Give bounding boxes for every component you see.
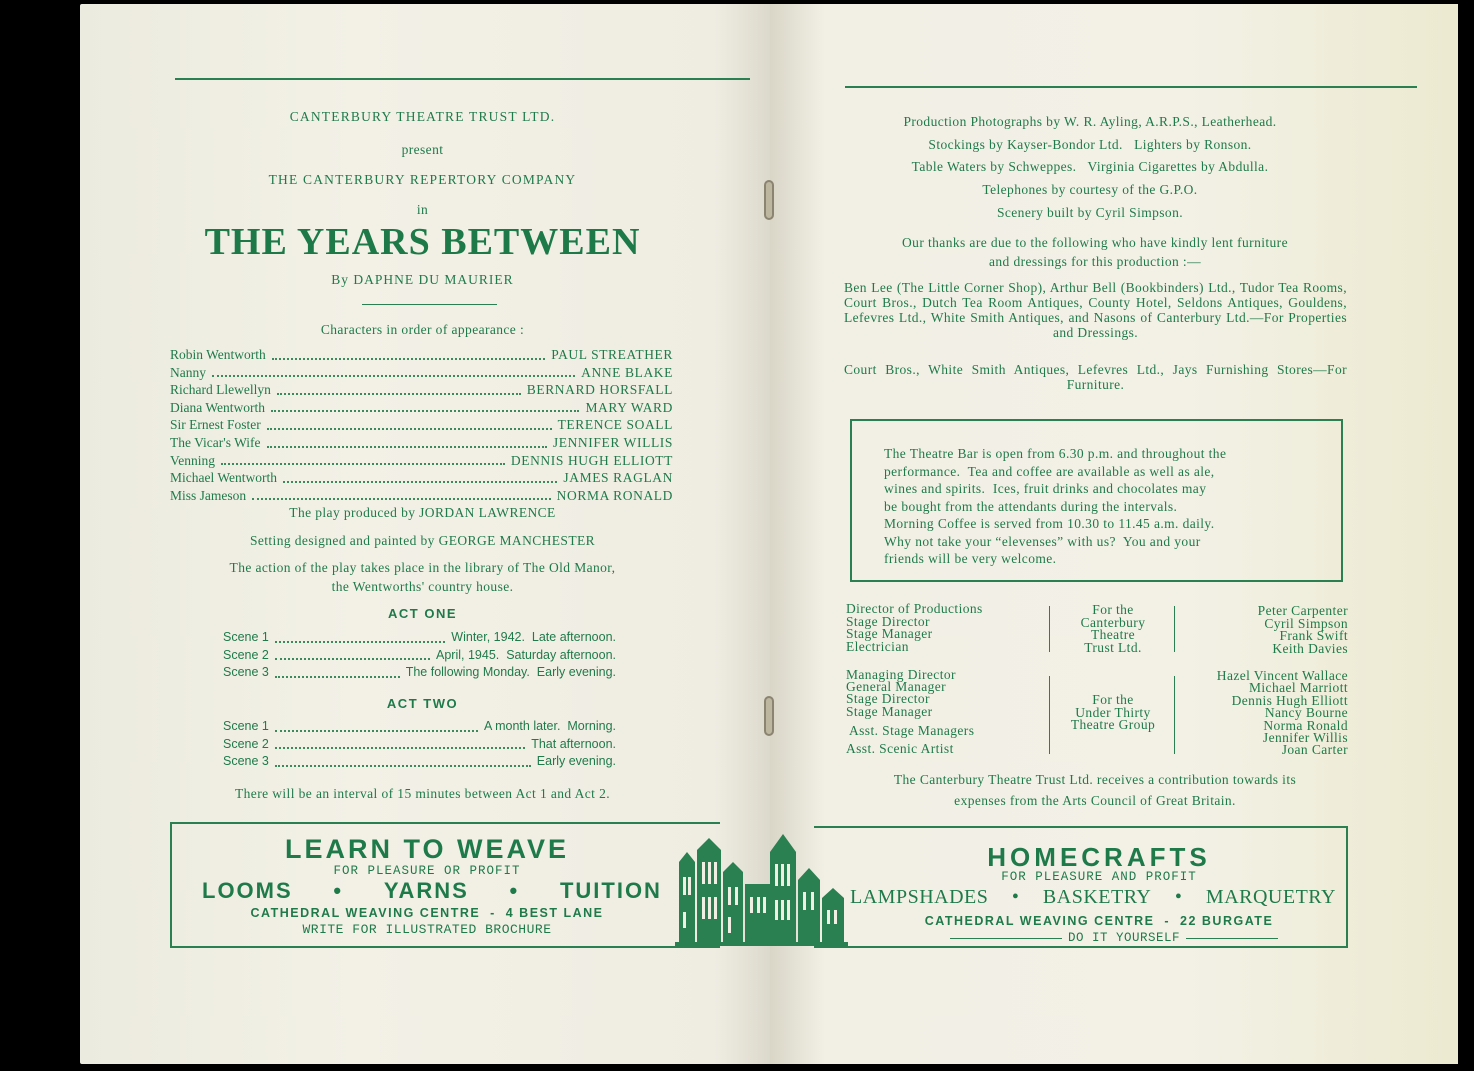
lenders-furniture: Court Bros., White Smith Antiques, Lefevres Ltd., Jays Furnishing Stores—For Furniture.	[844, 362, 1347, 392]
company: THE CANTERBURY REPERTORY COMPANY	[268, 172, 577, 187]
staff-name: Hazel Vincent Wallace	[1216, 668, 1348, 683]
bar-line: wines and spirits. Ices, fruit drinks and chocolates may	[884, 481, 1207, 496]
ad-address: CATHEDRAL WEAVING CENTRE - 22 BURGATE	[924, 914, 1274, 928]
ad-footer: WRITE FOR ILLUSTRATED BROCHURE	[302, 922, 552, 937]
ad-address: CATHEDRAL WEAVING CENTRE - 4 BEST LANE	[250, 906, 604, 920]
footer-rule-right	[1186, 938, 1278, 939]
ad-subheading: FOR PLEASURE OR PROFIT	[333, 864, 521, 878]
scene-label: Scene 2	[223, 647, 269, 662]
author: By DAPHNE DU MAURIER	[331, 272, 514, 287]
staff-name: Joan Carter	[1281, 742, 1348, 758]
produced-by: The play produced by JORDAN LAWRENCE	[289, 505, 556, 520]
staff-org: Trust Ltd.	[1084, 639, 1142, 655]
scene-desc: Early evening.	[536, 754, 616, 768]
theatre-bar-notice	[850, 419, 1343, 582]
staff-org: Theatre	[1090, 627, 1136, 642]
ad-footer: DO IT YOURSELF	[1067, 931, 1181, 945]
scene-row	[223, 664, 616, 682]
ad-item-tuition: TUITION	[559, 878, 662, 903]
credit-line: Telephones by courtesy of the G.P.O.	[982, 182, 1198, 197]
actor: DENNIS HUGH ELLIOTT	[510, 452, 673, 468]
bar-line: be bought from the attendants during the intervals.	[884, 498, 1178, 514]
staff-name: Nancy Bourne	[1264, 705, 1348, 721]
scene-row	[223, 647, 616, 665]
cast-row	[170, 381, 673, 399]
footer-rule-left	[950, 938, 1062, 939]
homecrafts-advert	[814, 826, 1348, 948]
staff-role: Managing Director	[846, 667, 956, 682]
left-page	[80, 4, 770, 1064]
bar-line: The Theatre Bar is open from 6.30 p.m. and throughout the	[884, 446, 1227, 461]
act-two-scenes	[223, 718, 616, 771]
ad-heading: LEARN TO WEAVE	[284, 834, 569, 864]
ad-heading: HOMECRAFTS	[987, 842, 1211, 872]
scene-label: Scene 3	[223, 665, 269, 679]
ad-item-marquetry: MARQUETRY	[1205, 886, 1336, 908]
ad-items	[850, 886, 1336, 909]
staff-org: Theatre Group	[1070, 717, 1156, 732]
bar-line: friends will be very welcome.	[884, 551, 1057, 566]
staff-org: Under Thirty	[1075, 704, 1151, 720]
bar-line: Why not take your “elevenses” with us? You and your	[884, 533, 1201, 549]
ad-item-looms: LOOMS	[202, 878, 293, 903]
arts-council-line-1: The Canterbury Theatre Trust Ltd. receives a contribution towards its	[893, 772, 1297, 787]
actor: JENNIFER WILLIS	[552, 434, 673, 450]
scene-row	[223, 718, 616, 736]
staff-name: Norma Ronald	[1263, 717, 1348, 733]
credit-line: Stockings by Kayser-Bondor Ltd. Lighters by Ronson.	[928, 137, 1252, 152]
bullet-icon: •	[1174, 886, 1183, 908]
staff-role: Stage Manager	[846, 703, 933, 719]
staff-name: Dennis Hugh Elliott	[1231, 692, 1348, 708]
role: Venning	[170, 452, 215, 468]
scene-row	[223, 629, 616, 647]
staff-org: For the	[1092, 602, 1134, 617]
lenders-properties: Ben Lee (The Little Corner Shop), Arthur Bell (Bookbinders) Ltd., Tudor Tea Rooms, Court Bros., Dutch Tea Room Antiques, County Hotel, Seldons Antiques, Gouldens, Lefevres Ltd., White Smith Antiques, and Nasons of Canterbury Ltd.—For Properties and Dressings.	[844, 280, 1347, 340]
thanks-line-2: and dressings for this production :—	[988, 254, 1201, 269]
action-line-2: the Wentworths' country house.	[331, 579, 514, 594]
staple-bottom	[764, 696, 774, 736]
staff-name: Peter Carpenter	[1257, 603, 1348, 618]
bullet-icon: •	[509, 878, 520, 903]
thanks-line-1: Our thanks are due to the following who have kindly lent furniture	[902, 235, 1288, 250]
staff-role: Stage Manager	[846, 626, 933, 641]
staff-role: Asst. Scenic Artist	[846, 741, 954, 757]
actor: PAUL STREATHER	[551, 347, 673, 362]
title-divider	[362, 304, 497, 305]
group-names	[1170, 670, 1348, 757]
cast-row	[170, 452, 673, 470]
credit-line: Scenery built by Cyril Simpson.	[996, 205, 1184, 220]
role: Richard Llewellyn	[170, 382, 271, 398]
staff-name: Frank Swift	[1279, 628, 1348, 643]
group-org	[1050, 694, 1176, 732]
scene-desc: April, 1945. Saturday afternoon.	[436, 647, 616, 662]
scene-label: Scene 1	[223, 719, 269, 733]
cast-row	[170, 469, 673, 487]
trust-roles	[846, 603, 1046, 653]
role: Miss Jameson	[170, 487, 247, 503]
scene-row	[223, 736, 616, 754]
scene-row	[223, 753, 616, 771]
staff-org: For the	[1092, 692, 1134, 707]
ad-items	[202, 878, 662, 904]
staff-name: Keith Davies	[1272, 640, 1348, 656]
act-two-heading: ACT TWO	[386, 696, 459, 711]
role: Sir Ernest Foster	[170, 417, 261, 433]
bar-notice-text	[884, 445, 1314, 568]
staff-org: Canterbury	[1080, 614, 1146, 630]
act-one-scenes	[223, 629, 616, 682]
top-rule	[845, 86, 1417, 88]
ad-item-yarns: YARNS	[383, 878, 469, 903]
weave-advert	[170, 822, 720, 948]
bar-line: performance. Tea and coffee are available as well as ale,	[884, 463, 1215, 479]
ad-subheading: FOR PLEASURE AND PROFIT	[1001, 870, 1197, 884]
arts-council-line-2: expenses from the Arts Council of Great Britain.	[954, 793, 1236, 808]
bullet-icon: •	[1011, 886, 1020, 908]
actor: BERNARD HORSFALL	[526, 382, 673, 398]
scene-desc: Winter, 1942. Late afternoon.	[451, 630, 616, 644]
present-text: present	[401, 142, 444, 157]
staff-name: Jennifer Willis	[1262, 730, 1348, 746]
role: Michael Wentworth	[170, 470, 278, 486]
bar-line: Morning Coffee is served from 10.30 to 11.45 a.m. daily.	[884, 516, 1215, 531]
actor: MARY WARD	[585, 399, 673, 415]
scene-label: Scene 3	[223, 754, 269, 768]
play-title: THE YEARS BETWEEN	[204, 221, 641, 263]
top-rule	[175, 78, 750, 80]
scene-desc: A month later. Morning.	[483, 719, 616, 733]
cathedral-illustration-left	[675, 822, 770, 948]
ad-item-lampshades: LAMPSHADES	[850, 886, 989, 908]
trust-names	[1180, 605, 1348, 655]
action-line-1: The action of the play takes place in the library of The Old Manor,	[229, 560, 616, 575]
scene-desc: The following Monday. Early evening.	[405, 665, 616, 679]
presenter: CANTERBURY THEATRE TRUST LTD.	[289, 109, 556, 124]
scene-desc: That afternoon.	[531, 736, 616, 751]
cast-list	[170, 346, 673, 504]
cast-row	[170, 434, 673, 452]
cast-row	[170, 364, 673, 382]
actor: JAMES RAGLAN	[563, 470, 673, 486]
role: Nanny	[170, 364, 206, 380]
scene-label: Scene 1	[223, 630, 269, 644]
staff-role: Asst. Stage Managers	[849, 722, 975, 738]
role: The Vicar's Wife	[170, 434, 261, 450]
setting-credit: Setting designed and painted by GEORGE MANCHESTER	[249, 533, 596, 548]
cast-row	[170, 487, 673, 505]
brace-right	[1174, 606, 1178, 652]
actor: ANNE BLAKE	[581, 364, 673, 380]
ad-item-basketry: BASKETRY	[1042, 886, 1152, 908]
credit-line: Production Photographs by W. R. Ayling, A.R.P.S., Leatherhead.	[903, 114, 1277, 129]
cast-row	[170, 346, 673, 364]
right-page	[770, 4, 1458, 1064]
staff-role: General Manager	[846, 679, 947, 695]
cast-row	[170, 399, 673, 417]
group-roles	[846, 669, 1046, 755]
staff-name: Cyril Simpson	[1264, 615, 1348, 631]
credit-line: Table Waters by Schweppes. Virginia Cigarettes by Abdulla.	[911, 159, 1269, 174]
staff-role: Director of Productions	[846, 601, 983, 616]
trust-org	[1050, 604, 1176, 654]
staff-role: Stage Director	[846, 691, 930, 707]
staff-role: Electrician	[846, 638, 909, 654]
staff-name: Michael Marriott	[1249, 680, 1348, 696]
staff-role: Stage Director	[846, 613, 930, 629]
interval-note: There will be an interval of 15 minutes between Act 1 and Act 2.	[235, 786, 610, 801]
characters-heading: Characters in order of appearance :	[320, 322, 525, 337]
staple-top	[764, 180, 774, 220]
act-one-heading: ACT ONE	[388, 606, 457, 621]
actor: NORMA RONALD	[556, 487, 673, 503]
scene-label: Scene 2	[223, 736, 269, 751]
role: Robin Wentworth	[170, 347, 266, 362]
in-text: in	[416, 202, 429, 217]
role: Diana Wentworth	[170, 399, 266, 415]
bullet-icon: •	[333, 878, 344, 903]
cast-row	[170, 416, 673, 434]
actor: TERENCE SOALL	[557, 417, 673, 433]
